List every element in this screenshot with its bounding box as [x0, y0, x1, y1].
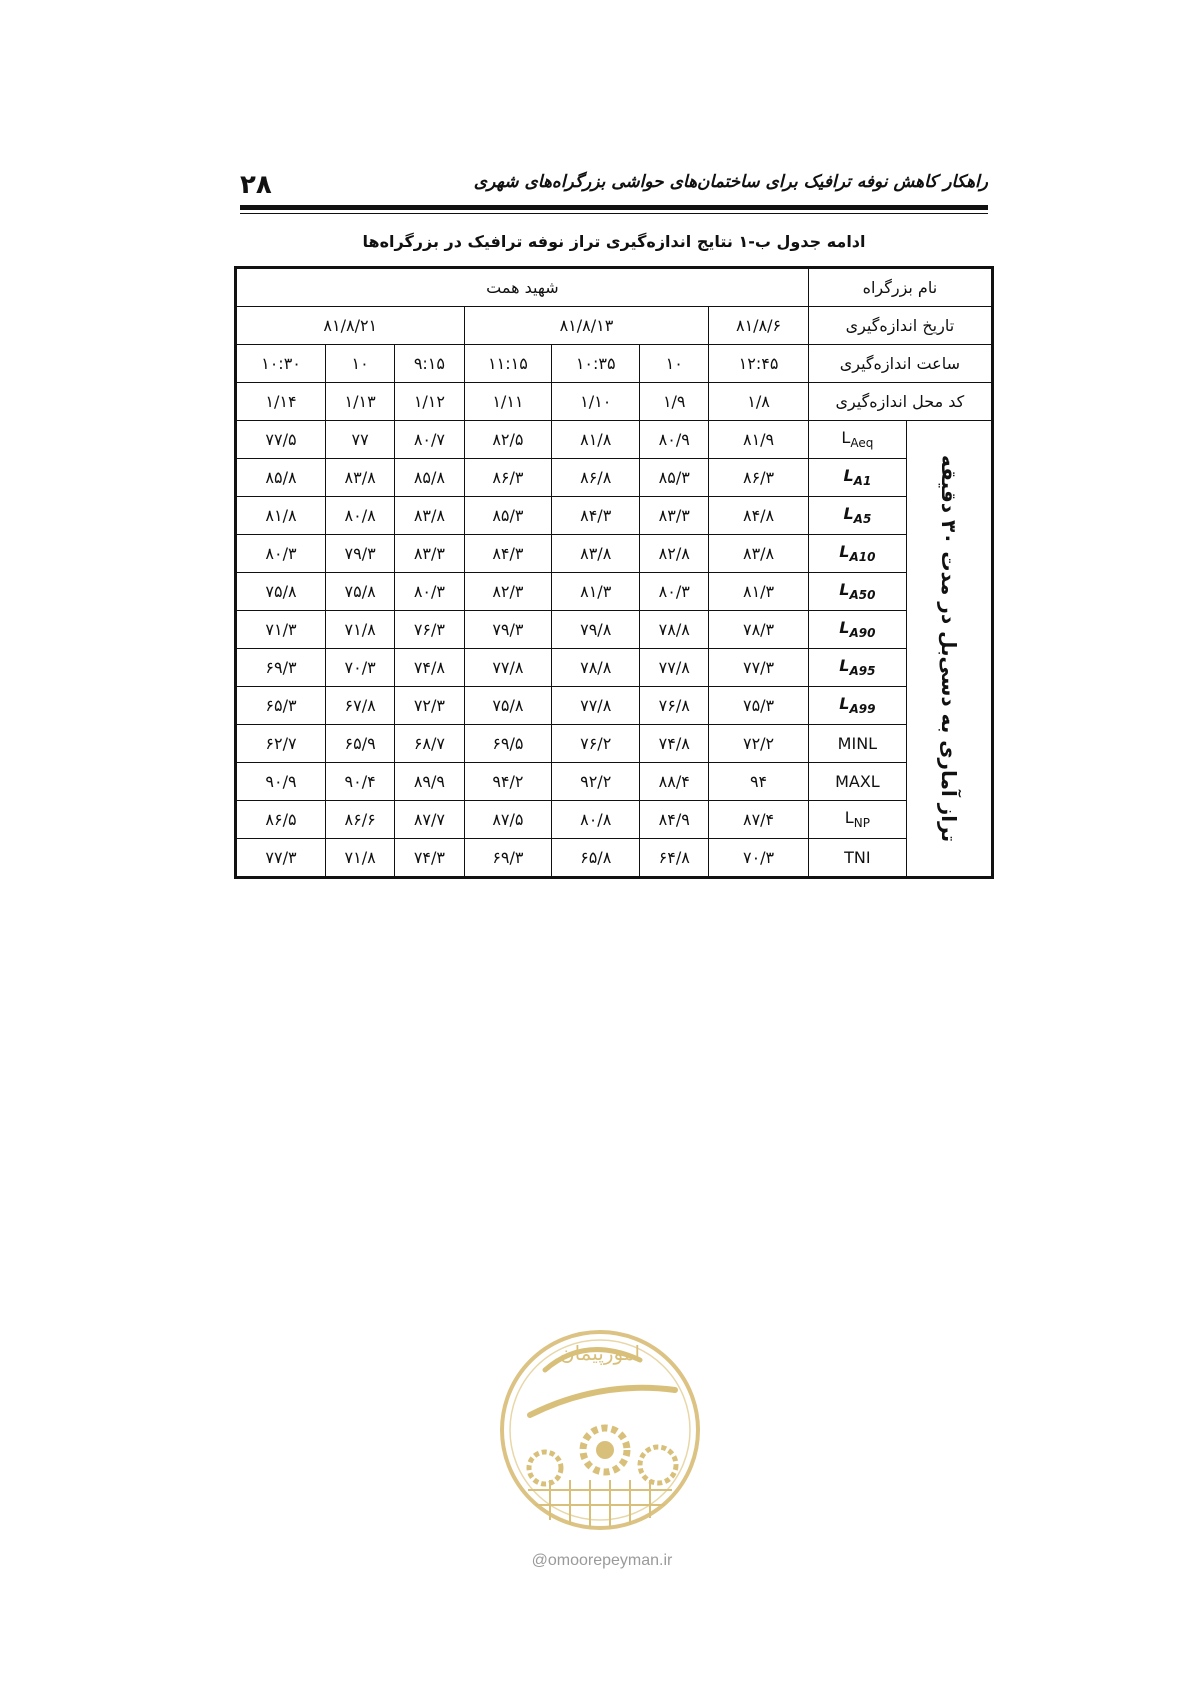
value-cell: ۷۵/۸: [464, 687, 552, 725]
logo-text: امورپیمان: [559, 1341, 641, 1365]
metric-label: [808, 497, 906, 535]
value-cell: ۸۱/۸: [552, 421, 640, 459]
value-cell: ۸۶/۵: [236, 801, 326, 839]
metric-label: [808, 839, 906, 878]
metric-label: [808, 421, 906, 459]
value-cell: ۷۰/۳: [709, 839, 808, 878]
value-cell: ۷۸/۳: [709, 611, 808, 649]
table-row: [236, 345, 993, 383]
value-cell: ۸۶/۸: [552, 459, 640, 497]
metric-label: [808, 801, 906, 839]
metric-base: MAXL: [835, 772, 880, 791]
metric-label: [808, 573, 906, 611]
value-cell: ۸۱/۸: [236, 497, 326, 535]
value-cell: ۷۵/۸: [236, 573, 326, 611]
value-cell: ۷۷/۸: [552, 687, 640, 725]
value-cell: ۷۷/۵: [236, 421, 326, 459]
noise-measurement-table: [234, 266, 994, 879]
header-rule-thin: [240, 213, 988, 214]
metric-base: L: [839, 656, 850, 676]
value-cell: ۷۱/۳: [236, 611, 326, 649]
label-highway-name: نام بزرگراه: [808, 268, 992, 307]
value-cell: ۸۳/۳: [640, 497, 709, 535]
value-cell: ۶۸/۷: [395, 725, 464, 763]
value-cell: ۸۶/۳: [709, 459, 808, 497]
value-cell: ۶۷/۸: [326, 687, 395, 725]
value-cell: ۹۰/۹: [236, 763, 326, 801]
location-code-cell: ۱/۱۴: [236, 383, 326, 421]
table-row: [236, 839, 993, 878]
metric-base: L: [844, 808, 854, 828]
value-cell: ۸۳/۸: [552, 535, 640, 573]
value-cell: ۸۱/۳: [709, 573, 808, 611]
time-cell: ۹:۱۵: [395, 345, 464, 383]
location-code-cell: ۱/۱۳: [326, 383, 395, 421]
value-cell: ۷۷/۳: [709, 649, 808, 687]
value-cell: ۸۷/۷: [395, 801, 464, 839]
value-cell: ۸۱/۳: [552, 573, 640, 611]
value-cell: ۷۲/۲: [709, 725, 808, 763]
value-cell: ۷۸/۸: [640, 611, 709, 649]
value-cell: ۸۳/۸: [709, 535, 808, 573]
location-code-cell: ۱/۹: [640, 383, 709, 421]
value-cell: ۶۴/۸: [640, 839, 709, 878]
metric-base: L: [839, 618, 850, 638]
header-rule-thick: [240, 205, 988, 210]
value-cell: ۷۸/۸: [552, 649, 640, 687]
time-cell: ۱۲:۴۵: [709, 345, 808, 383]
value-cell: ۸۳/۳: [395, 535, 464, 573]
table-row: [236, 459, 993, 497]
highway-name-cell: شهید همت: [236, 268, 809, 307]
page-number: ۲۸: [240, 170, 272, 200]
value-cell: ۶۲/۷: [236, 725, 326, 763]
value-cell: ۶۵/۳: [236, 687, 326, 725]
value-cell: ۸۴/۳: [464, 535, 552, 573]
metric-subscript: A95: [849, 664, 876, 679]
time-cell: ۱۰: [640, 345, 709, 383]
value-cell: ۷۹/۳: [326, 535, 395, 573]
metric-base: L: [843, 504, 854, 524]
table-caption: ادامه جدول ب-۱ نتایج اندازه‌گیری تراز نوفه ترافیک در بزرگراه‌ها: [362, 232, 866, 251]
value-cell: ۶۵/۹: [326, 725, 395, 763]
value-cell: ۸۰/۳: [640, 573, 709, 611]
value-cell: ۶۵/۸: [552, 839, 640, 878]
time-cell: ۱۰:۳۵: [552, 345, 640, 383]
value-cell: ۸۰/۸: [326, 497, 395, 535]
value-cell: ۷۱/۸: [326, 839, 395, 878]
location-code-cell: ۱/۱۰: [552, 383, 640, 421]
value-cell: ۷۴/۸: [640, 725, 709, 763]
metric-base: L: [839, 694, 850, 714]
table-row: [236, 649, 993, 687]
metric-subscript: A1: [853, 474, 872, 489]
value-cell: ۸۲/۸: [640, 535, 709, 573]
metric-base: L: [839, 542, 850, 562]
metric-subscript: A10: [849, 550, 876, 565]
metric-base: MINL: [837, 734, 878, 753]
value-cell: ۷۱/۸: [326, 611, 395, 649]
value-cell: ۷۴/۳: [395, 839, 464, 878]
value-cell: ۷۵/۸: [326, 573, 395, 611]
metric-subscript: A5: [853, 512, 872, 527]
date-cell: ۸۱/۸/۱۳: [464, 307, 709, 345]
value-cell: ۹۴: [709, 763, 808, 801]
metric-label: [808, 611, 906, 649]
metric-label: [808, 649, 906, 687]
value-cell: ۶۹/۵: [464, 725, 552, 763]
value-cell: ۸۴/۸: [709, 497, 808, 535]
metric-subscript: A99: [849, 702, 876, 717]
value-cell: ۷۴/۸: [395, 649, 464, 687]
value-cell: ۷۶/۸: [640, 687, 709, 725]
metric-subscript: A50: [849, 588, 876, 603]
value-cell: ۷۷/۸: [640, 649, 709, 687]
statistical-level-label: [907, 421, 993, 878]
table-row: [236, 307, 993, 345]
value-cell: ۸۳/۸: [326, 459, 395, 497]
value-cell: ۹۲/۲: [552, 763, 640, 801]
value-cell: ۸۹/۹: [395, 763, 464, 801]
value-cell: ۹۴/۲: [464, 763, 552, 801]
value-cell: ۷۰/۳: [326, 649, 395, 687]
value-cell: ۷۹/۳: [464, 611, 552, 649]
value-cell: ۸۶/۶: [326, 801, 395, 839]
metric-base: L: [839, 580, 850, 600]
time-cell: ۱۰: [326, 345, 395, 383]
watermark-url: @omoorepeyman.ir: [531, 1552, 673, 1569]
metric-label: [808, 535, 906, 573]
value-cell: ۸۳/۸: [395, 497, 464, 535]
value-cell: ۸۷/۵: [464, 801, 552, 839]
page-header: [240, 160, 988, 200]
location-code-cell: ۱/۱۲: [395, 383, 464, 421]
value-cell: ۷۶/۳: [395, 611, 464, 649]
value-cell: ۷۶/۲: [552, 725, 640, 763]
value-cell: ۷۹/۸: [552, 611, 640, 649]
label-time: ساعت اندازه‌گیری: [808, 345, 992, 383]
value-cell: ۹۰/۴: [326, 763, 395, 801]
omoorepeyman-logo: [490, 1320, 710, 1540]
value-cell: ۶۹/۳: [236, 649, 326, 687]
time-cell: ۱۰:۳۰: [236, 345, 326, 383]
date-cell: ۸۱/۸/۶: [709, 307, 808, 345]
value-cell: ۸۲/۳: [464, 573, 552, 611]
value-cell: ۸۵/۸: [236, 459, 326, 497]
metric-subscript: A90: [849, 626, 876, 641]
statistical-level-text: تراز آماری به دسی‌بل در مدت ۳۰ دقیقه: [937, 454, 961, 843]
metric-base: L: [841, 428, 851, 448]
value-cell: ۸۷/۴: [709, 801, 808, 839]
value-cell: ۷۵/۳: [709, 687, 808, 725]
value-cell: ۸۴/۹: [640, 801, 709, 839]
value-cell: ۸۰/۹: [640, 421, 709, 459]
value-cell: ۸۰/۷: [395, 421, 464, 459]
metric-label: [808, 763, 906, 801]
value-cell: ۸۵/۳: [640, 459, 709, 497]
running-title: راهکار کاهش نوفه ترافیک برای ساختمان‌های حواشی بزرگراه‌های شهری: [473, 172, 988, 192]
metric-label: [808, 687, 906, 725]
value-cell: ۷۷/۸: [464, 649, 552, 687]
value-cell: ۸۵/۳: [464, 497, 552, 535]
table-row: [236, 268, 993, 307]
value-cell: ۸۰/۳: [395, 573, 464, 611]
table-row: [236, 725, 993, 763]
table-row: [236, 611, 993, 649]
time-cell: ۱۱:۱۵: [464, 345, 552, 383]
table-row: [236, 801, 993, 839]
value-cell: ۸۱/۹: [709, 421, 808, 459]
table-row: [236, 421, 993, 459]
value-cell: ۶۹/۳: [464, 839, 552, 878]
value-cell: ۸۸/۴: [640, 763, 709, 801]
value-cell: ۸۵/۸: [395, 459, 464, 497]
label-date: تاریخ اندازه‌گیری: [808, 307, 992, 345]
metric-subscript: NP: [853, 816, 870, 831]
table-row: [236, 383, 993, 421]
date-cell: ۸۱/۸/۲۱: [236, 307, 465, 345]
table-row: [236, 573, 993, 611]
value-cell: ۸۰/۸: [552, 801, 640, 839]
value-cell: ۸۲/۵: [464, 421, 552, 459]
value-cell: ۷۲/۳: [395, 687, 464, 725]
label-location-code: کد محل اندازه‌گیری: [808, 383, 992, 421]
metric-label: [808, 725, 906, 763]
metric-subscript: Aeq: [850, 436, 874, 451]
value-cell: ۸۶/۳: [464, 459, 552, 497]
value-cell: ۸۴/۳: [552, 497, 640, 535]
table-row: [236, 763, 993, 801]
metric-label: [808, 459, 906, 497]
value-cell: ۷۷: [326, 421, 395, 459]
table-row: [236, 687, 993, 725]
location-code-cell: ۱/۸: [709, 383, 808, 421]
value-cell: ۸۰/۳: [236, 535, 326, 573]
value-cell: ۷۷/۳: [236, 839, 326, 878]
table-row: [236, 535, 993, 573]
metric-base: TNI: [844, 848, 871, 867]
location-code-cell: ۱/۱۱: [464, 383, 552, 421]
table-row: [236, 497, 993, 535]
metric-base: L: [843, 466, 854, 486]
